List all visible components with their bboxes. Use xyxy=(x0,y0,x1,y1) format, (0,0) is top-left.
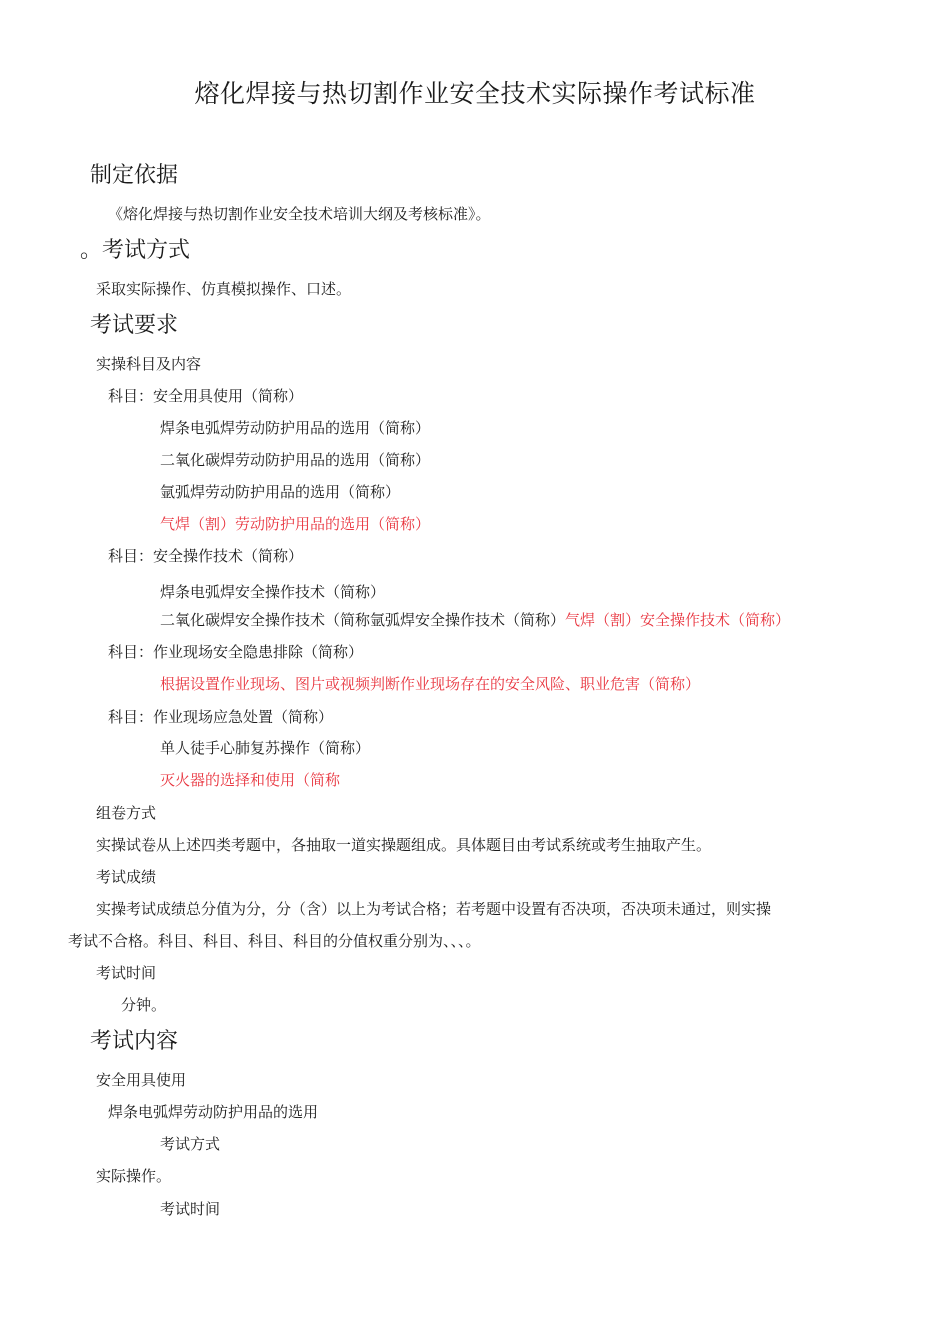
subject1-item: 焊条电弧焊劳动防护用品的选用（简称） xyxy=(160,419,431,437)
heading-method: 。考试方式 xyxy=(80,238,191,263)
heading-basis: 制定依据 xyxy=(90,163,179,188)
assembly-heading: 组卷方式 xyxy=(96,804,157,822)
subject1-item: 二氧化碳焊劳动防护用品的选用（简称） xyxy=(160,451,431,469)
content-sub4: 考试时间 xyxy=(160,1200,221,1218)
content-text: 实际操作。 xyxy=(96,1167,172,1185)
subject1-label: 科目：安全用具使用（简称） xyxy=(108,387,304,405)
subject3-item: 根据设置作业现场、图片或视频判断作业现场存在的安全风险、职业危害（简称） xyxy=(160,675,701,693)
subject4-item: 单人徒手心肺复苏操作（简称） xyxy=(160,739,371,757)
subject4-label: 科目：作业现场应急处置（简称） xyxy=(108,708,334,726)
subject2-item-red: 气焊（割）安全操作技术（简称） xyxy=(565,611,791,629)
subject1-item: 氩弧焊劳动防护用品的选用（简称） xyxy=(160,483,401,501)
subject2-item-combined xyxy=(160,613,790,628)
sub-items-label: 实操科目及内容 xyxy=(96,355,202,373)
subject1-item: 气焊（割）劳动防护用品的选用（简称） xyxy=(160,515,431,533)
subject3-label: 科目：作业现场安全隐患排除（简称） xyxy=(108,643,364,661)
content-sub1: 安全用具使用 xyxy=(96,1071,187,1089)
heading-requirements: 考试要求 xyxy=(90,313,179,338)
basis-text: 《熔化焊接与热切割作业安全技术培训大纲及考核标准》。 xyxy=(108,205,491,223)
score-text-line1: 实操考试成绩总分值为分，分（含）以上为考试合格；若考题中设置有否决项，否决项未通过，则实操 xyxy=(96,900,772,918)
subject4-item: 灭火器的选择和使用（简称 xyxy=(160,771,341,789)
content-sub2: 焊条电弧焊劳动防护用品的选用 xyxy=(108,1103,319,1121)
score-heading: 考试成绩 xyxy=(96,868,157,886)
content-sub3: 考试方式 xyxy=(160,1135,221,1153)
score-text-line2: 考试不合格。科目、科目、科目、科目的分值权重分别为、、、。 xyxy=(68,932,481,950)
subject2-item-black: 二氧化碳焊安全操作技术（简称氩弧焊安全操作技术（简称） xyxy=(160,611,566,629)
time-text: 分钟。 xyxy=(121,996,167,1014)
method-text: 采取实际操作、仿真模拟操作、口述。 xyxy=(96,280,352,298)
page-title: 熔化焊接与热切割作业安全技术实际操作考试标准 xyxy=(194,79,756,108)
subject2-item: 焊条电弧焊安全操作技术（简称） xyxy=(160,583,386,601)
subject2-label: 科目：安全操作技术（简称） xyxy=(108,547,304,565)
time-heading: 考试时间 xyxy=(96,964,157,982)
assembly-text: 实操试卷从上述四类考题中，各抽取一道实操题组成。具体题目由考试系统或考生抽取产生。 xyxy=(96,836,712,854)
heading-content: 考试内容 xyxy=(90,1029,179,1054)
